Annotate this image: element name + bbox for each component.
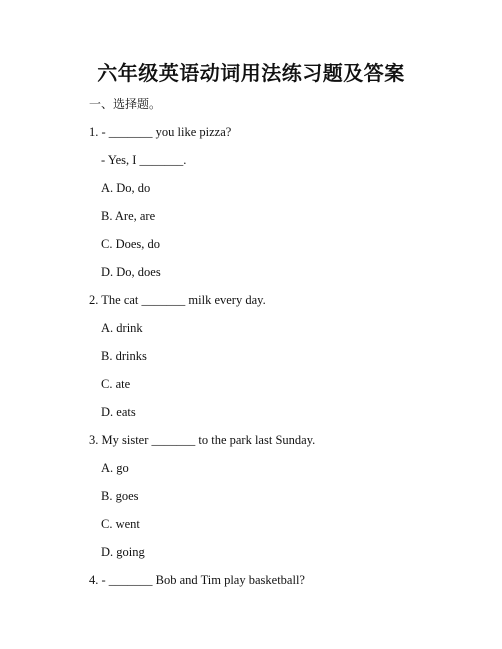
question-1-option-c: C. Does, do [101, 237, 161, 251]
question-3-option-d: D. going [101, 545, 145, 559]
question-1-option-b: B. Are, are [101, 209, 156, 223]
question-2-stem: 2. The cat _______ milk every day. [89, 293, 266, 307]
question-3-option-b: B. goes [101, 489, 139, 503]
question-4-stem: 4. - _______ Bob and Tim play basketball? [89, 573, 305, 587]
question-2-option-b: B. drinks [101, 349, 147, 363]
question-2-option-a: A. drink [101, 321, 143, 335]
question-2-option-c: C. ate [101, 377, 131, 391]
question-1-followup: - Yes, I _______. [101, 153, 187, 167]
question-3-option-a: A. go [101, 461, 129, 475]
question-2-option-d: D. eats [101, 405, 136, 419]
question-3-option-c: C. went [101, 517, 140, 531]
document-title: 六年级英语动词用法练习题及答案 [97, 61, 405, 85]
question-1-option-a: A. Do, do [101, 181, 151, 195]
question-1-option-d: D. Do, does [101, 265, 161, 279]
question-3-stem: 3. My sister _______ to the park last Sunday. [89, 433, 316, 447]
question-1-stem: 1. - _______ you like pizza? [89, 125, 232, 139]
section-heading: 一、选择题。 [89, 97, 162, 111]
